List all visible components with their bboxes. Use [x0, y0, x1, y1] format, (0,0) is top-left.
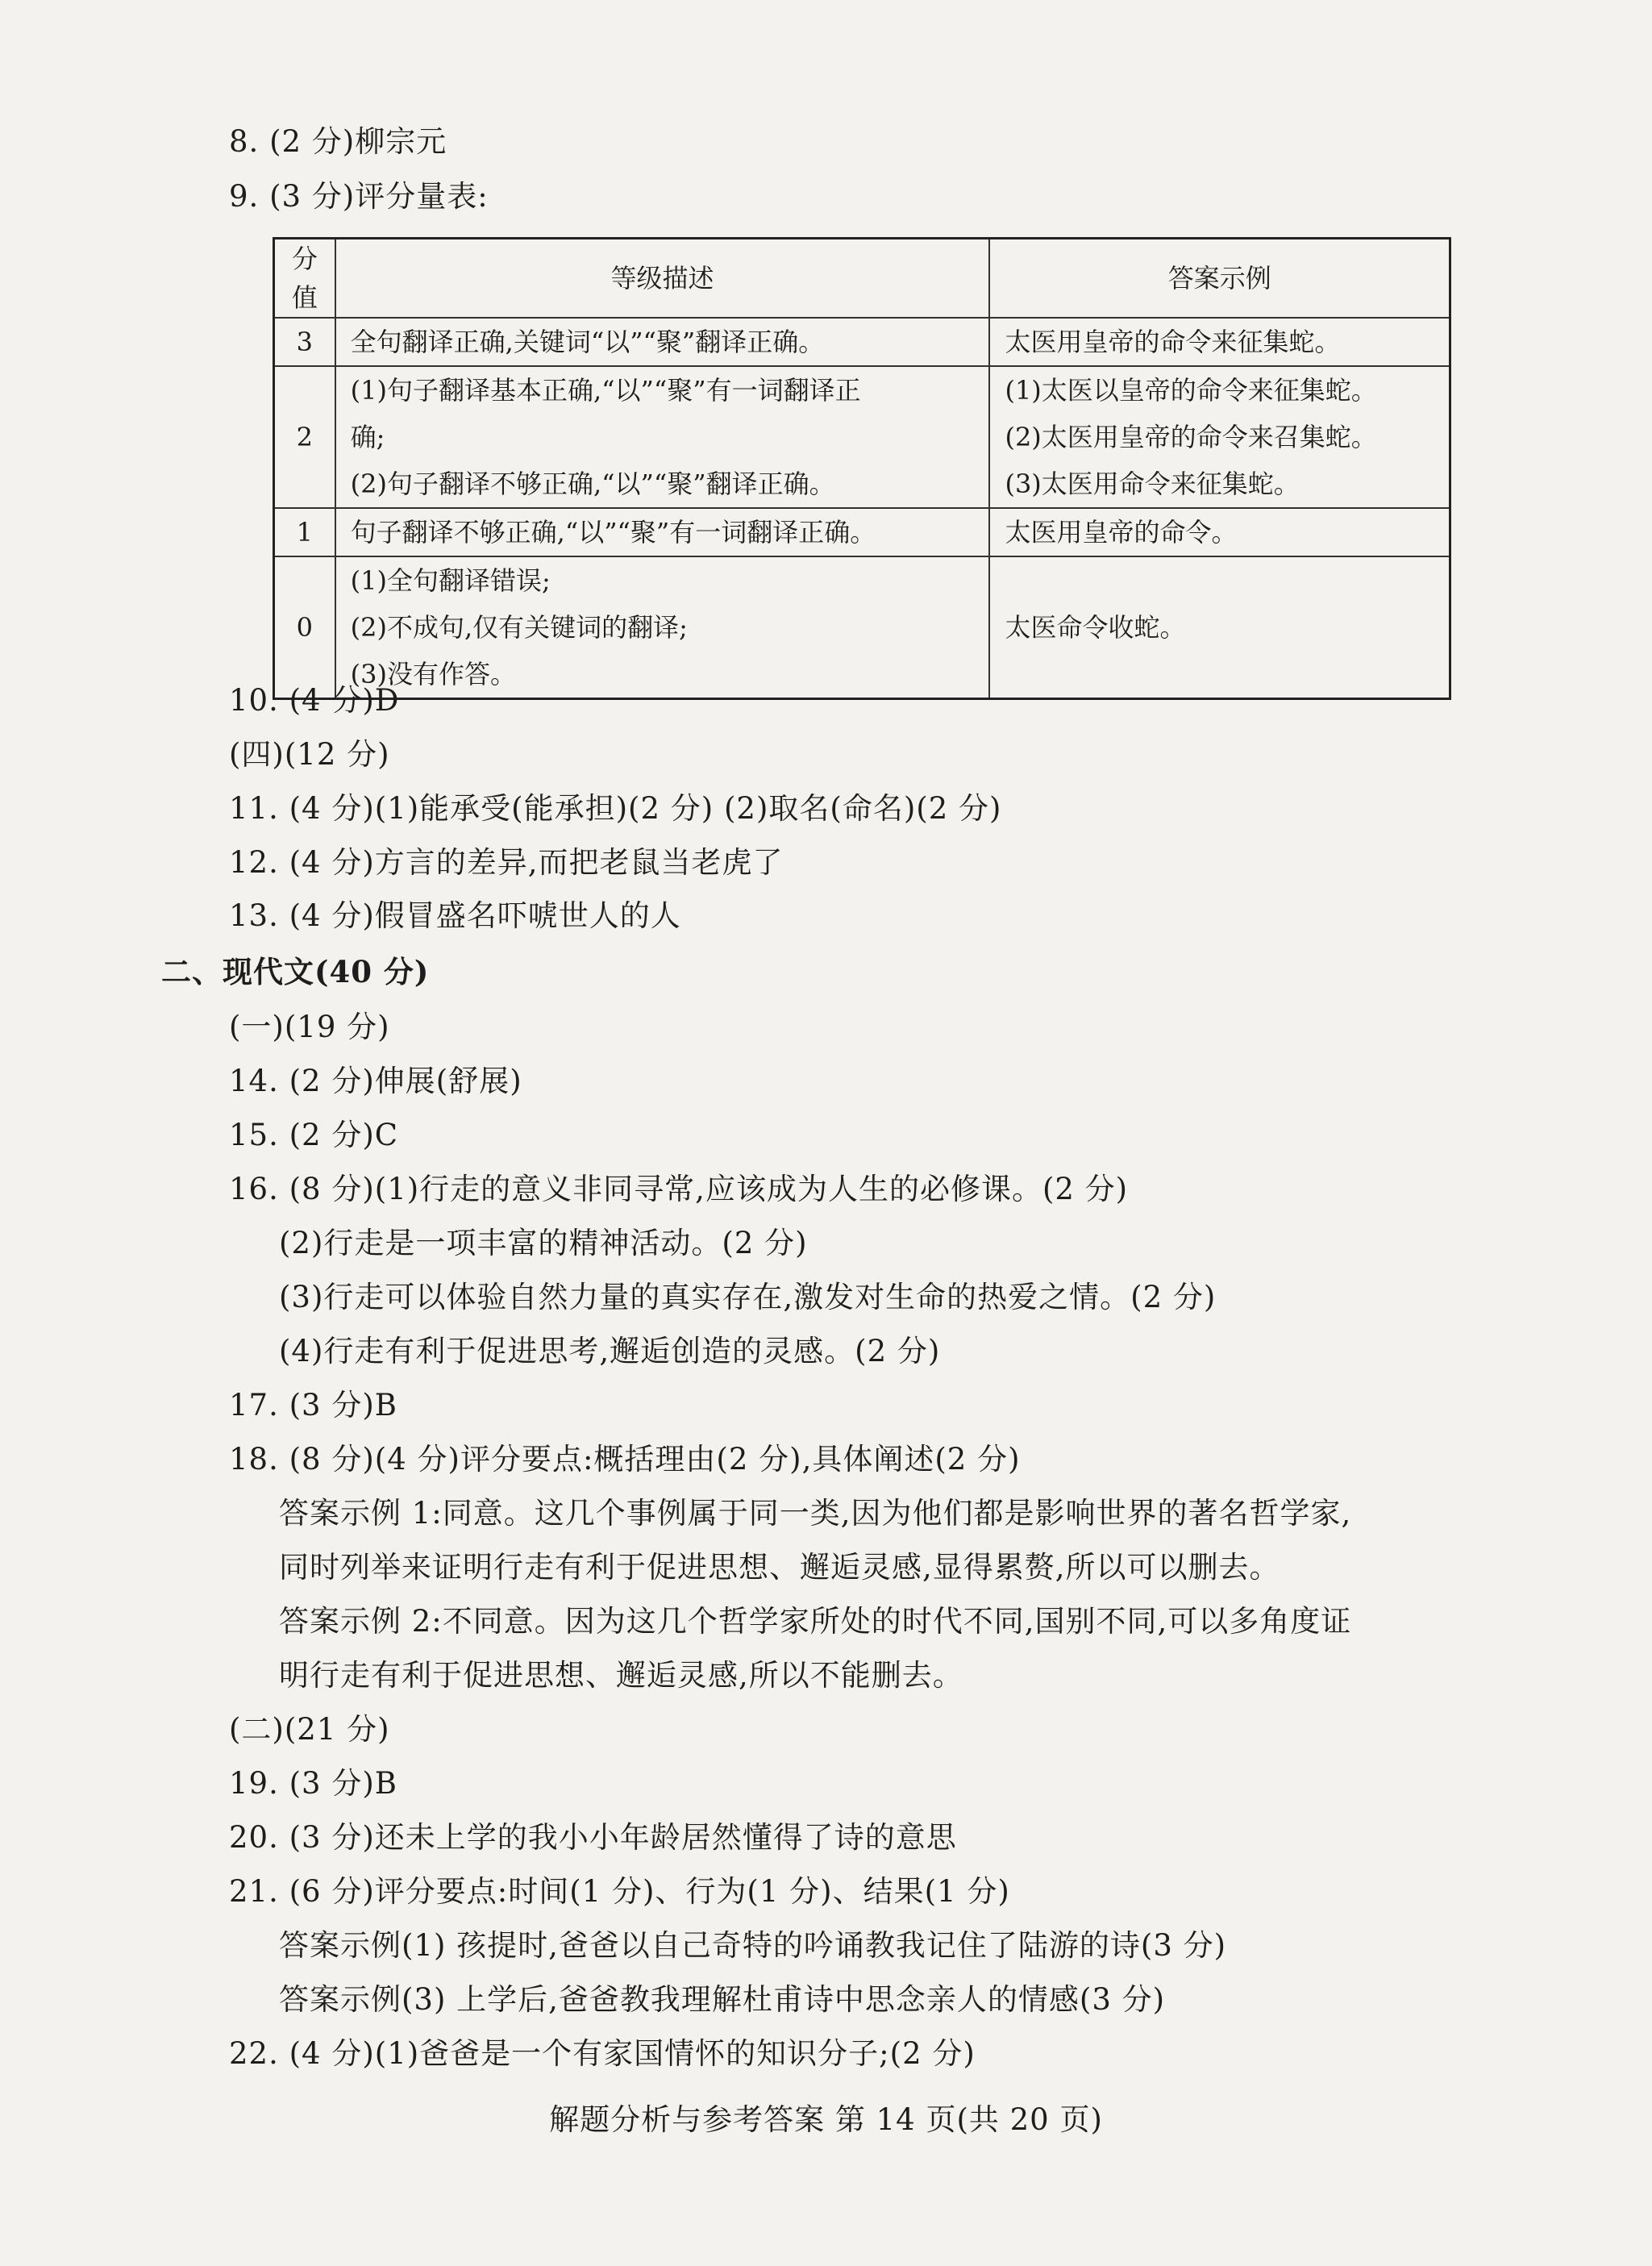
answer-18-example-2: 答案示例 2:不同意。因为这几个哲学家所处的时代不同,国别不同,可以多角度证: [279, 1604, 1352, 1639]
row-description: [335, 366, 990, 508]
answer-18-example-2-cont: 明行走有利于促进思想、邂逅灵感,所以不能删去。: [279, 1658, 963, 1693]
row-example: [989, 366, 1450, 508]
table-row: [274, 366, 1450, 508]
example-line: 太医命令收蛇。: [1005, 612, 1186, 643]
example-line: 太医用皇帝的命令。: [1005, 517, 1238, 548]
answer-21-example-3: 答案示例(3) 上学后,爸爸教我理解杜甫诗中思念亲人的情感(3 分): [279, 1982, 1166, 2017]
section-four: (四)(12 分): [229, 737, 390, 772]
row-example: [989, 556, 1450, 699]
row-example: [989, 508, 1450, 556]
answer-18-example-1-cont: 同时列举来证明行走有利于促进思想、邂逅灵感,显得累赘,所以可以删去。: [279, 1550, 1280, 1585]
example-line: 太医用皇帝的命令来征集蛇。: [1005, 327, 1341, 357]
answer-18: 18. (8 分)(4 分)评分要点:概括理由(2 分),具体阐述(2 分): [229, 1442, 1021, 1477]
answer-15: 15. (2 分)C: [229, 1118, 399, 1152]
description-line: (1)全句翻译错误;: [350, 565, 551, 596]
row-score: 0: [274, 556, 335, 699]
answer-11: 11. (4 分)(1)能承受(能承担)(2 分) (2)取名(命名)(2 分): [229, 791, 1002, 826]
page-footer: 解题分析与参考答案 第 14 页(共 20 页): [549, 2102, 1103, 2137]
answer-16-point-2: (2)行走是一项丰富的精神活动。(2 分): [279, 1226, 808, 1260]
description-line: (3)没有作答。: [350, 659, 516, 689]
row-example: [989, 318, 1450, 366]
answer-16-point-4: (4)行走有利于促进思考,邂逅创造的灵感。(2 分): [279, 1334, 941, 1368]
example-line: (3)太医用命令来征集蛇。: [1005, 469, 1300, 499]
answer-13: 13. (4 分)假冒盛名吓唬世人的人: [229, 898, 681, 933]
description-line: 确;: [350, 422, 385, 452]
row-description: [335, 556, 990, 699]
header-score: 分值: [274, 239, 335, 319]
scoring-table: [273, 237, 1451, 700]
row-score: 2: [274, 366, 335, 508]
answer-19: 19. (3 分)B: [229, 1766, 397, 1801]
answer-8: 8. (2 分)柳宗元: [229, 124, 447, 159]
example-line: (2)太医用皇帝的命令来召集蛇。: [1005, 422, 1377, 452]
answer-18-example-1: 答案示例 1:同意。这几个事例属于同一类,因为他们都是影响世界的著名哲学家,: [279, 1496, 1352, 1531]
answer-16: 16. (8 分)(1)行走的意义非同寻常,应该成为人生的必修课。(2 分): [229, 1172, 1129, 1206]
answer-9: 9. (3 分)评分量表:: [229, 179, 489, 214]
header-example: 答案示例: [989, 239, 1450, 319]
description-line: (1)句子翻译基本正确,“以”“聚”有一词翻译正: [350, 375, 861, 406]
description-line: (2)句子翻译不够正确,“以”“聚”翻译正确。: [350, 469, 835, 499]
table-row: [274, 318, 1450, 366]
table-row: [274, 556, 1450, 699]
subsection-two: (二)(21 分): [229, 1712, 390, 1747]
example-line: (1)太医以皇帝的命令来征集蛇。: [1005, 375, 1377, 406]
row-description: [335, 508, 990, 556]
answer-20: 20. (3 分)还未上学的我小小年龄居然懂得了诗的意思: [229, 1820, 957, 1855]
answer-22: 22. (4 分)(1)爸爸是一个有家国情怀的知识分子;(2 分): [229, 2036, 976, 2071]
table-row: [274, 508, 1450, 556]
section-modern-text: 二、现代文(40 分): [161, 954, 430, 989]
description-line: 句子翻译不够正确,“以”“聚”有一词翻译正确。: [350, 517, 876, 548]
description-line: 全句翻译正确,关键词“以”“聚”翻译正确。: [350, 327, 825, 357]
header-description: 等级描述: [335, 239, 990, 319]
answer-16-point-3: (3)行走可以体验自然力量的真实存在,激发对生命的热爱之情。(2 分): [279, 1280, 1217, 1314]
answer-14: 14. (2 分)伸展(舒展): [229, 1064, 522, 1098]
answer-17: 17. (3 分)B: [229, 1388, 397, 1422]
subsection-one: (一)(19 分): [229, 1010, 390, 1044]
description-line: (2)不成句,仅有关键词的翻译;: [350, 612, 688, 643]
answer-10: 10. (4 分)D: [229, 683, 400, 718]
answer-12: 12. (4 分)方言的差异,而把老鼠当老虎了: [229, 845, 784, 880]
row-score: 1: [274, 508, 335, 556]
answer-21-example-1: 答案示例(1) 孩提时,爸爸以自己奇特的吟诵教我记住了陆游的诗(3 分): [279, 1928, 1227, 1963]
table-header-row: [274, 239, 1450, 319]
answer-21: 21. (6 分)评分要点:时间(1 分)、行为(1 分)、结果(1 分): [229, 1874, 1010, 1909]
row-score: 3: [274, 318, 335, 366]
row-description: [335, 318, 990, 366]
